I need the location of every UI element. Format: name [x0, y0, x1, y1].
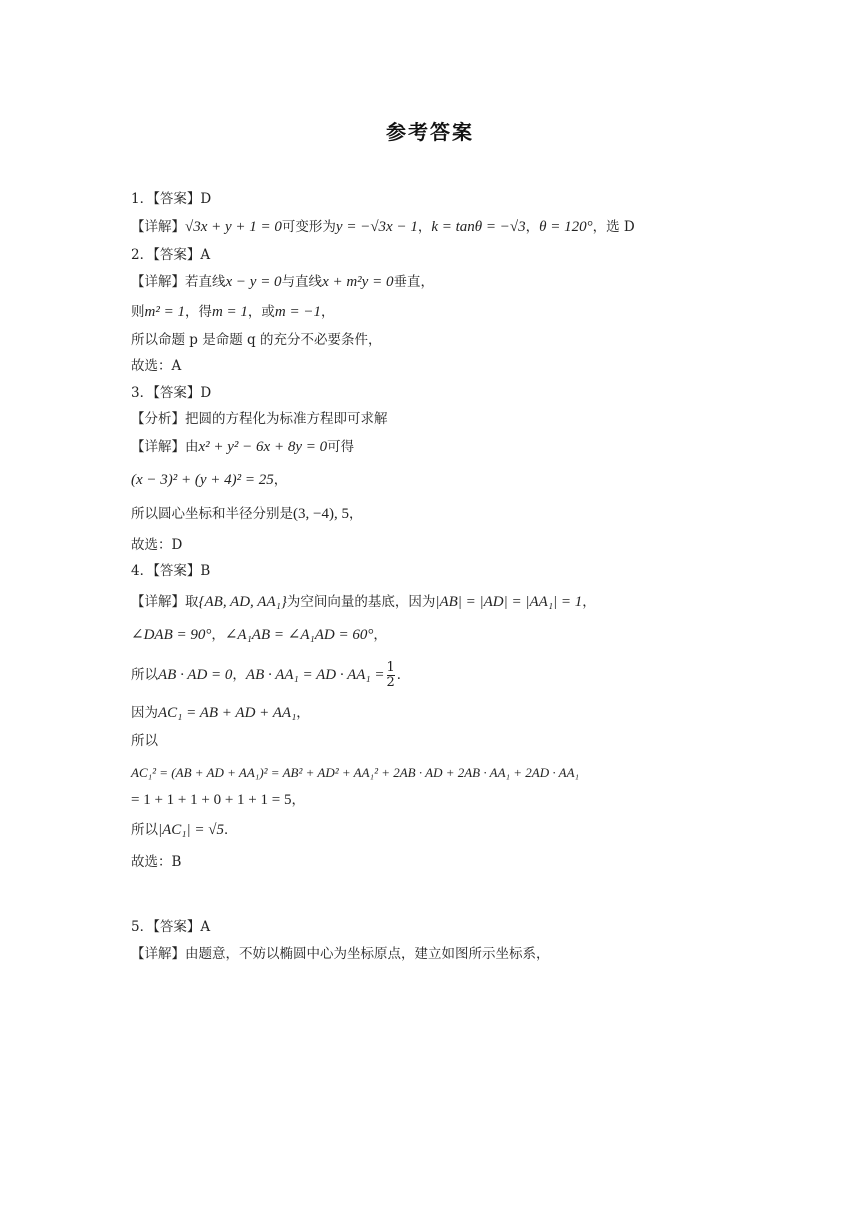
q2-answer: 2．【答案】A [131, 247, 211, 263]
q4-line3-b: ． [396, 667, 411, 683]
q4-eq1: {AB, AD, AA₁} [198, 594, 287, 610]
q4-line4 [131, 703, 310, 723]
q4-eq4: ∠A₁AB = ∠A₁AD = 60° [224, 627, 374, 643]
q4-eq7: AC₁ = AB + AD + AA₁ [158, 705, 297, 721]
q4-line4-a: 因为 [131, 705, 158, 721]
frac-num: 1 [386, 660, 395, 675]
q4-line3-a: 所以 [131, 667, 158, 683]
q2-line4: 故选：A [131, 358, 182, 374]
q2-eq3: m² = 1 [144, 304, 185, 320]
q4-sep2: ， [232, 667, 246, 683]
q3-eq2: (x − 3)² + (y + 4)² = 25 [131, 472, 274, 488]
q3-text1: 由 [185, 439, 199, 455]
q3-text3: ， [273, 472, 288, 488]
q4-sep: ， [211, 627, 225, 643]
half-fraction [387, 661, 395, 690]
q4-line6 [131, 763, 579, 783]
detail-label: 【详解】 [131, 219, 185, 235]
q1-eq2: y = −√3x − 1 [335, 219, 418, 235]
q1-text1: 可变形为 [281, 219, 336, 235]
q4-eq9: = 1 + 1 + 1 + 0 + 1 + 1 = 5 [131, 792, 292, 808]
q4-line2 [131, 625, 387, 645]
q3-text2: 可得 [327, 439, 355, 455]
q4-line3 [131, 661, 410, 690]
q3-eq3: (3, −4), 5 [293, 506, 349, 522]
q1-answer: 1．【答案】D [131, 191, 212, 207]
frac-den: 2 [386, 675, 395, 690]
q4-line8 [131, 820, 237, 840]
detail-label: 【详解】 [131, 594, 185, 610]
q4-eq10: |AC₁| = √5 [158, 822, 224, 838]
q2-text2: 与直线 [281, 274, 323, 290]
q4-line9: 故选：B [131, 854, 182, 870]
q3-line3-a: 所以圆心坐标和半径分别是 [131, 506, 293, 522]
q2-line2 [131, 302, 335, 322]
q4-eq2: |AB| = |AD| = |AA₁| = 1 [435, 594, 583, 610]
q3-line2 [131, 470, 287, 490]
q2-line2-d: ， [321, 304, 335, 320]
q5-answer: 5．【答案】A [131, 919, 211, 935]
q4-answer: 4．【答案】B [131, 563, 211, 579]
q3-line3 [131, 504, 362, 524]
q1-eq3: k = tanθ = −√3 [431, 219, 526, 235]
q2-line2-b: ，得 [184, 304, 212, 320]
page-title: 参考答案 [386, 120, 474, 144]
q2-line2-a: 则 [131, 304, 145, 320]
q3-answer: 3．【答案】D [131, 385, 212, 401]
q2-line2-c: ，或 [247, 304, 275, 320]
detail-label: 【详解】 [131, 439, 185, 455]
q2-eq2: x + m²y = 0 [322, 274, 394, 290]
q4-eq5: AB · AD = 0 [158, 667, 233, 683]
q1-sep2: ， [525, 219, 540, 235]
q1-detail [131, 217, 635, 237]
q4-text1: 取 [185, 594, 199, 610]
q4-line8-b: ． [223, 822, 238, 838]
q2-text3: 垂直， [393, 274, 434, 290]
q3-analysis: 【分析】把圆的方程化为标准方程即可求解 [131, 411, 388, 427]
q4-text4: ， [373, 627, 387, 643]
q4-line7-b: ， [291, 792, 305, 808]
q4-eq3: ∠DAB = 90° [131, 627, 212, 643]
q2-detail [131, 272, 434, 292]
q3-line4: 故选：D [131, 537, 183, 553]
q4-line7 [131, 790, 305, 810]
detail-label: 【详解】 [131, 274, 185, 290]
q1-text2: ，选 D [592, 219, 635, 235]
q1-eq4: θ = 120° [539, 219, 593, 235]
q4-line8-a: 所以 [131, 822, 158, 838]
q2-eq5: m = −1 [274, 304, 321, 320]
q4-text3: ， [582, 594, 596, 610]
q4-text2: 为空间向量的基底，因为 [286, 594, 436, 610]
q2-eq1: x − y = 0 [225, 274, 282, 290]
q3-eq1: x² + y² − 6x + 8y = 0 [198, 439, 328, 455]
q5-detail: 【详解】由题意，不妨以椭圆中心为坐标原点，建立如图所示坐标系， [131, 946, 550, 962]
q4-line5: 所以 [131, 733, 158, 749]
q4-eq8: AC₁² = (AB + AD + AA₁)² = AB² + AD² + AA₁² + 2AB · AD + 2AB · AA₁ + 2AD · AA₁ [131, 765, 580, 780]
q1-eq1: √3x + y + 1 = 0 [185, 219, 282, 235]
q2-line3: 所以命题 p 是命题 q 的充分不必要条件， [131, 332, 382, 348]
q3-detail [131, 437, 354, 457]
q4-line4-b: ， [296, 705, 310, 721]
q4-detail [131, 592, 596, 612]
q2-text1: 若直线 [185, 274, 226, 290]
q1-sep1: ， [417, 219, 432, 235]
q4-eq6: AB · AA₁ = AD · AA₁ = [245, 667, 385, 683]
q2-eq4: m = 1 [211, 304, 248, 320]
q3-line3-b: ， [348, 506, 363, 522]
